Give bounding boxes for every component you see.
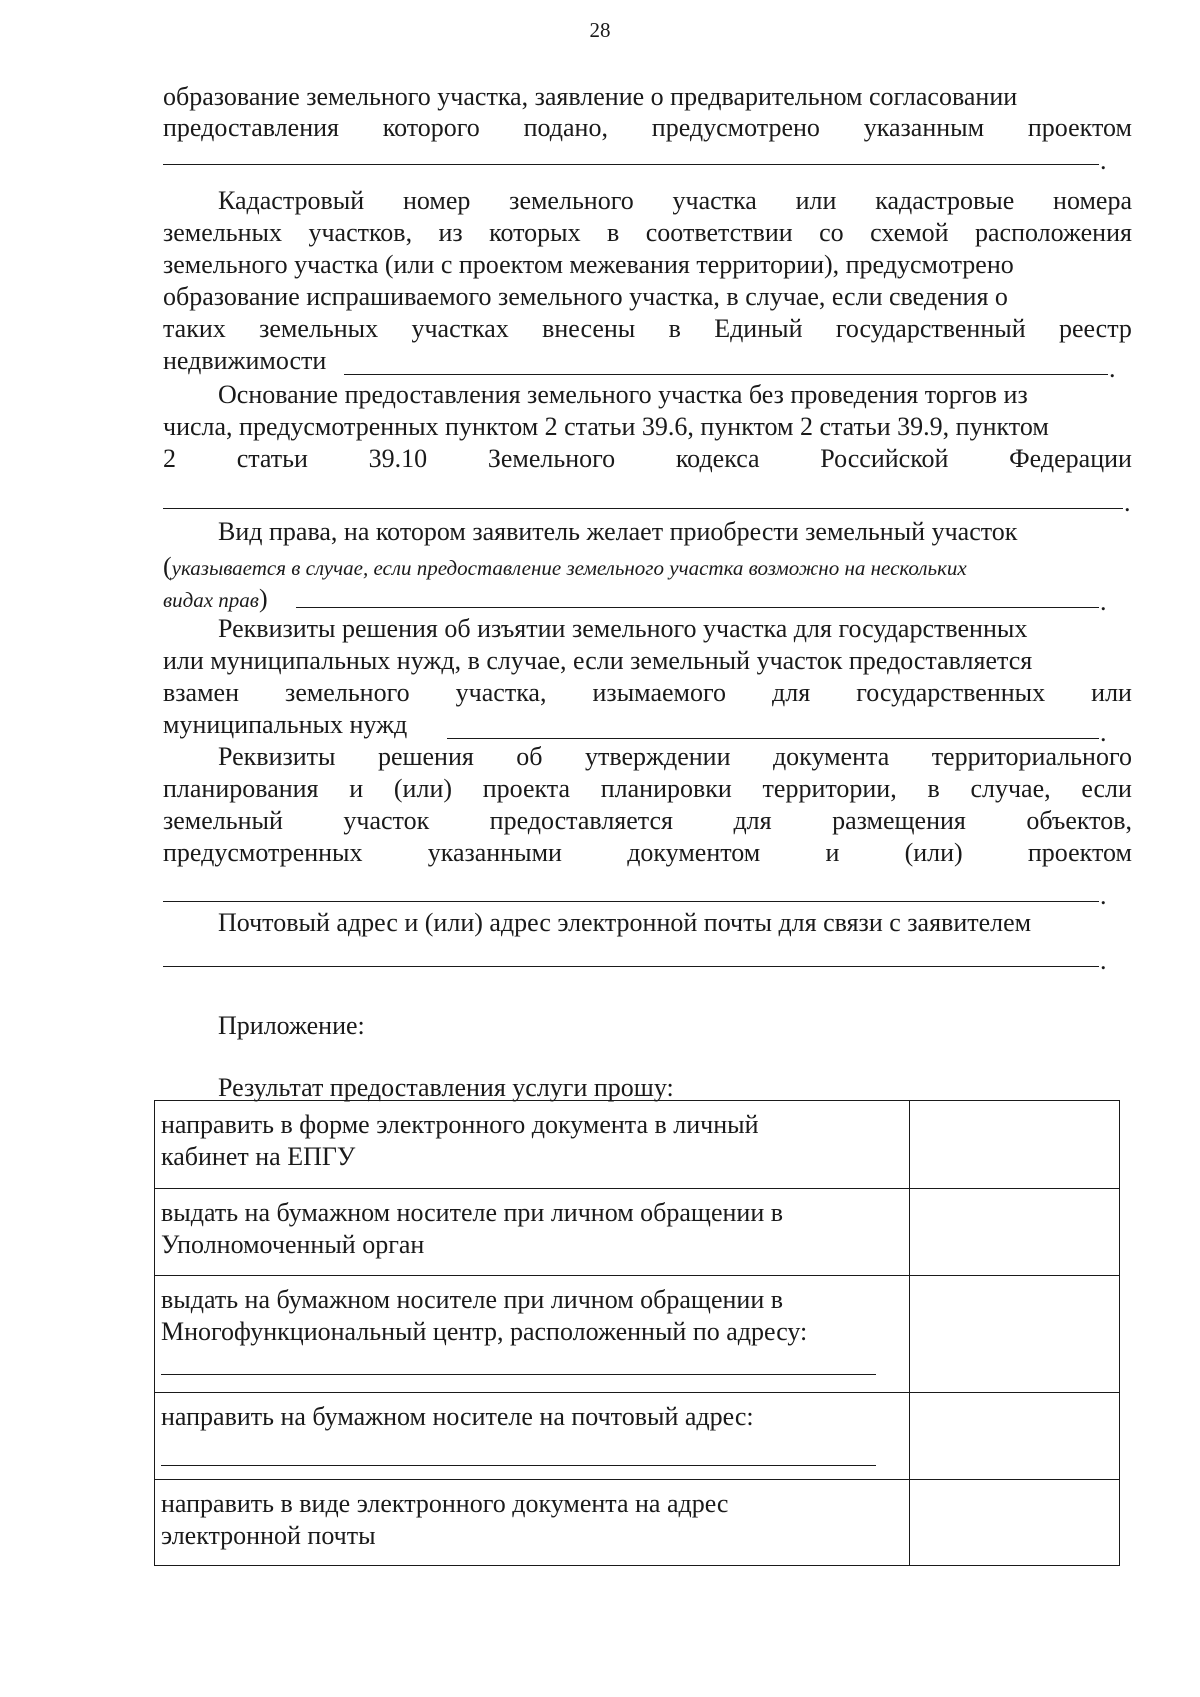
paragraph-note-line: [163, 552, 967, 583]
fill-line: [296, 607, 1099, 608]
paragraph-line-justified: [163, 218, 1132, 248]
word: внесены: [542, 314, 636, 343]
paragraph-line-justified: [163, 444, 1132, 474]
word: изымаемого: [592, 678, 726, 707]
option-line: электронной почты: [161, 1521, 376, 1550]
paragraph-line-justified: [218, 186, 1132, 216]
word: решения: [377, 742, 474, 771]
option-line: Многофункциональный центр, расположенный по адресу:: [161, 1317, 808, 1346]
result-options-table: [154, 1100, 1120, 1566]
option-text-cell: [155, 1276, 910, 1393]
word: в: [607, 218, 620, 247]
paragraph-line-justified: [163, 113, 1132, 143]
word: участков,: [308, 218, 413, 247]
word: для: [772, 678, 811, 707]
word: Кадастровый: [218, 186, 365, 215]
line-end-dot: .: [1109, 354, 1116, 383]
word: (или): [904, 838, 963, 867]
word: земельного: [509, 186, 634, 215]
word: схемой: [870, 218, 949, 247]
word: документом: [627, 838, 761, 867]
paragraph-line-justified: [218, 742, 1132, 772]
word: планирования: [163, 774, 319, 803]
result-heading: Результат предоставления услуги прошу:: [218, 1073, 674, 1102]
option-line: направить в виде электронного документа на адрес: [161, 1489, 729, 1518]
paragraph-line: Реквизиты решения об изъятии земельного участка для государственных: [218, 614, 1028, 643]
word: земельных: [163, 218, 283, 247]
word: размещения: [832, 806, 966, 835]
table-row: [155, 1189, 1120, 1276]
word: земельных: [259, 314, 379, 343]
word: (или): [393, 774, 453, 803]
option-line: выдать на бумажном носителе при личном обращении в: [161, 1285, 784, 1314]
word: соответствии: [645, 218, 793, 247]
word: территориального: [931, 742, 1132, 771]
word: участка: [672, 186, 757, 215]
paragraph-line: образование земельного участка, заявление о предварительном согласовании: [163, 82, 1018, 111]
word: статьи: [236, 444, 308, 473]
word: случае,: [970, 774, 1051, 803]
line-end-dot: .: [1100, 146, 1107, 175]
word: которого: [382, 113, 480, 142]
paragraph-line: числа, предусмотренных пунктом 2 статьи 39.6, пунктом 2 статьи 39.9, пунктом: [163, 412, 1049, 441]
word: или: [1091, 678, 1132, 707]
option-check-cell[interactable]: [910, 1393, 1120, 1480]
word: которых: [489, 218, 581, 247]
word: Российской: [820, 444, 949, 473]
fill-line: [447, 738, 1099, 739]
word: реестр: [1058, 314, 1132, 343]
paragraph-line-justified: [163, 774, 1132, 804]
fill-line: [163, 966, 1099, 967]
word: взамен: [163, 678, 239, 707]
option-check-cell[interactable]: [910, 1276, 1120, 1393]
word: проекта: [482, 774, 571, 803]
option-text-cell: [155, 1101, 910, 1189]
word: государственный: [835, 314, 1026, 343]
option-check-cell[interactable]: [910, 1189, 1120, 1276]
word: предоставления: [163, 113, 339, 142]
paragraph-line-justified: [163, 806, 1132, 836]
paragraph-line: или муниципальных нужд, в случае, если земельный участок предоставляется: [163, 646, 1033, 675]
option-line: направить в форме электронного документа в личный: [161, 1110, 759, 1139]
table-row: [155, 1101, 1120, 1189]
word: предусмотренных: [163, 838, 363, 867]
line-end-dot: .: [1124, 488, 1131, 517]
paragraph-line: земельного участка (или с проектом межевания территории), предусмотрено: [163, 250, 1014, 279]
word: объектов,: [1026, 806, 1132, 835]
table-row: [155, 1276, 1120, 1393]
fill-line: [163, 508, 1123, 509]
paragraph-line: Почтовый адрес и (или) адрес электронной почты для связи с заявителем: [218, 908, 1032, 937]
paragraph-line: муниципальных нужд: [163, 710, 408, 739]
fill-line: [344, 374, 1108, 375]
option-check-cell[interactable]: [910, 1101, 1120, 1189]
word: предусмотрено: [651, 113, 820, 142]
line-end-dot: .: [1100, 881, 1107, 910]
word: и: [349, 774, 364, 803]
word: со: [819, 218, 844, 247]
word: проектом: [1027, 113, 1132, 142]
fill-line: [163, 901, 1099, 902]
paragraph-line-justified: [163, 678, 1132, 708]
option-check-cell[interactable]: [910, 1480, 1120, 1566]
word: и: [825, 838, 840, 867]
option-line: выдать на бумажном носителе при личном обращении в: [161, 1198, 784, 1227]
note-bracket: ): [258, 584, 268, 613]
word: кадастровые: [875, 186, 1015, 215]
option-text-cell: [155, 1480, 910, 1566]
note-italic-text: видах прав: [163, 588, 259, 612]
word: в: [927, 774, 940, 803]
word: если: [1081, 774, 1132, 803]
word: Реквизиты: [218, 742, 336, 771]
option-text-cell: [155, 1189, 910, 1276]
word: указанным: [863, 113, 985, 142]
table-row: [155, 1480, 1120, 1566]
note-italic-text: указывается в случае, если предоставление земельного участка возможно на нескольких: [171, 556, 967, 580]
word: из: [438, 218, 463, 247]
word: планировки: [600, 774, 732, 803]
word: таких: [163, 314, 226, 343]
word: об: [516, 742, 543, 771]
paragraph-line: недвижимости: [163, 346, 327, 375]
word: утверждении: [584, 742, 731, 771]
paragraph-line-justified: [163, 838, 1132, 868]
word: документа: [772, 742, 890, 771]
word: проектом: [1027, 838, 1132, 867]
note-bracket: (: [163, 552, 172, 581]
word: кодекса: [675, 444, 760, 473]
word: 39.10: [368, 444, 428, 473]
paragraph-line-justified: [163, 314, 1132, 344]
word: Федерации: [1009, 444, 1132, 473]
word: или: [795, 186, 837, 215]
paragraph-line: образование испрашиваемого земельного участка, в случае, если сведения о: [163, 282, 1008, 311]
word: участках: [411, 314, 509, 343]
word: расположения: [975, 218, 1132, 247]
option-text-cell: [155, 1393, 910, 1480]
word: для: [733, 806, 772, 835]
word: земельного: [285, 678, 410, 707]
word: Единый: [714, 314, 803, 343]
word: земельный: [163, 806, 283, 835]
word: подано,: [523, 113, 608, 142]
line-end-dot: .: [1100, 718, 1107, 747]
paragraph-line: Вид права, на котором заявитель желает приобрести земельный участок: [218, 517, 1018, 546]
table-row: [155, 1393, 1120, 1480]
option-line: Уполномоченный орган: [161, 1230, 425, 1259]
fill-line: [163, 164, 1099, 165]
word: номера: [1053, 186, 1132, 215]
word: Земельного: [487, 444, 616, 473]
page-number: 28: [589, 18, 611, 42]
word: номер: [402, 186, 471, 215]
paragraph-note-line: [163, 584, 268, 615]
word: государственных: [856, 678, 1046, 707]
word: предоставляется: [489, 806, 673, 835]
word: 2: [163, 444, 176, 473]
appendix-label: Приложение:: [218, 1011, 365, 1040]
word: указанными: [427, 838, 562, 867]
line-end-dot: .: [1100, 587, 1107, 616]
word: участок: [343, 806, 430, 835]
address-fill-line: [161, 1374, 876, 1375]
address-fill-line: [161, 1465, 876, 1466]
word: участка,: [455, 678, 547, 707]
word: территории,: [762, 774, 897, 803]
option-line: направить на бумажном носителе на почтовый адрес:: [161, 1402, 754, 1431]
paragraph-line: Основание предоставления земельного участка без проведения торгов из: [218, 380, 1028, 409]
option-line: кабинет на ЕПГУ: [161, 1142, 356, 1171]
word: в: [668, 314, 681, 343]
line-end-dot: .: [1100, 946, 1107, 975]
